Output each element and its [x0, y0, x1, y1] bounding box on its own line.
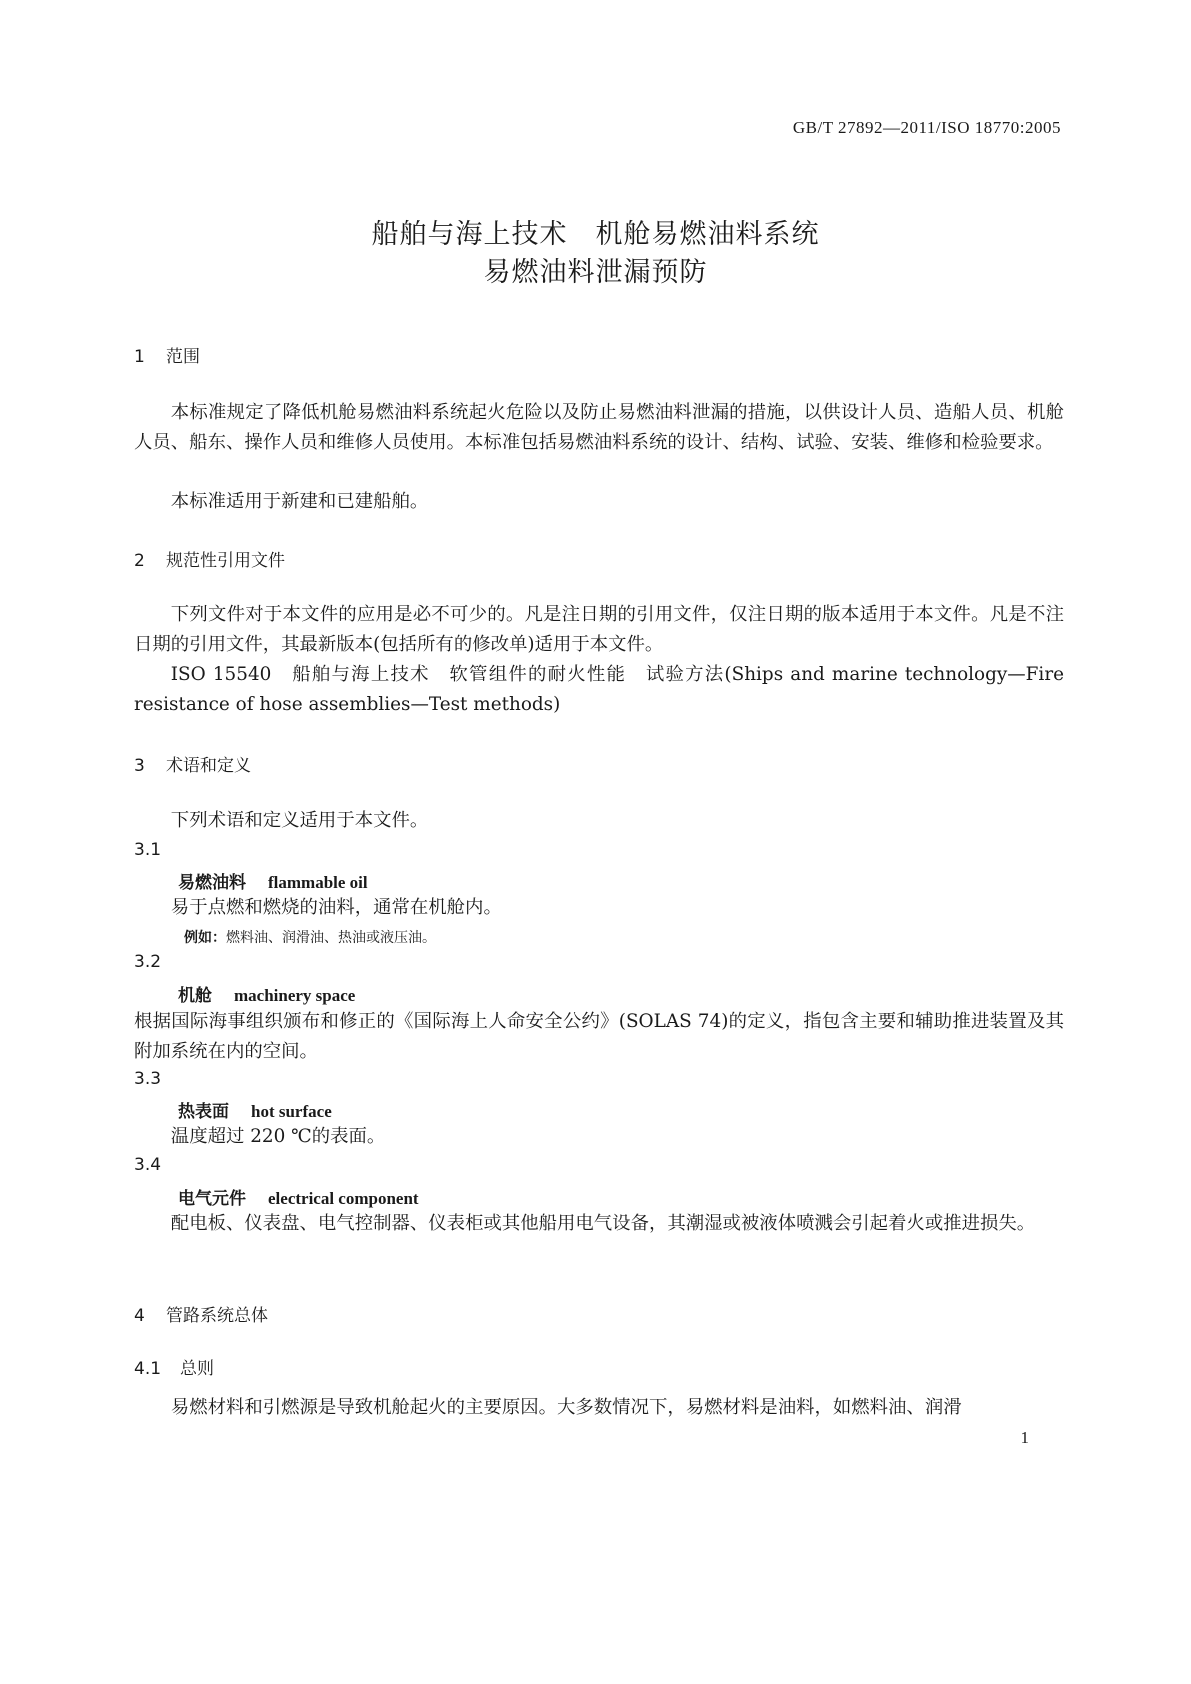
- page-number: 1: [1020, 1428, 1029, 1447]
- paragraph: 下列术语和定义适用于本文件。: [170, 810, 429, 831]
- subsection-title: 总则: [180, 1359, 214, 1379]
- term-definition: 易于点燃和燃烧的油料，通常在机舱内。: [170, 897, 502, 918]
- subsection-4-1-heading: [134, 1354, 214, 1379]
- term-zh: 电气元件: [178, 1189, 246, 1209]
- term-en: machinery space: [234, 986, 356, 1005]
- section-2-heading: [134, 546, 285, 571]
- paragraph: 易燃材料和引燃源是导致机舱起火的主要原因。大多数情况下，易燃材料是油料，如燃料油、润滑: [170, 1397, 962, 1418]
- document-code-header: GB/T 27892—2011/ISO 18770:2005: [792, 118, 1061, 137]
- term-number: 3.3: [134, 1069, 162, 1089]
- section-title: 范围: [166, 347, 200, 367]
- section-number: 3: [134, 756, 145, 776]
- term-definition: 配电板、仪表盘、电气控制器、仪表柜或其他船用电气设备，其潮湿或被液体喷溅会引起着火或推进损失。: [170, 1213, 1036, 1234]
- section-3-heading: [134, 751, 251, 776]
- section-number: 2: [134, 551, 145, 571]
- term-zh: 机舱: [178, 986, 212, 1006]
- section-number: 1: [134, 347, 145, 367]
- term-example: [184, 927, 436, 947]
- paragraph: 下列文件对于本文件的应用是必不可少的。凡是注日期的引用文件，仅注日期的版本适用于本文件。凡是不注日期的引用文件，其最新版本(包括所有的修改单)适用于本文件。: [134, 604, 1064, 655]
- term-definition: 温度超过 220 ℃的表面。: [170, 1126, 386, 1147]
- term-definition: 根据国际海事组织颁布和修正的《国际海上人命安全公约》(SOLAS 74)的定义，指包含主要和辅助推进装置及其附加系统在内的空间。: [134, 1011, 1064, 1062]
- section-title: 术语和定义: [166, 756, 251, 776]
- term-zh: 热表面: [178, 1102, 229, 1122]
- example-label: 例如：: [184, 930, 226, 946]
- document-title-line-1: 船舶与海上技术 机舱易燃油料系统: [371, 219, 820, 250]
- section-title: 管路系统总体: [166, 1306, 268, 1326]
- term-en: electrical component: [268, 1189, 419, 1208]
- term-heading: [178, 1184, 419, 1209]
- term-en: flammable oil: [268, 873, 368, 892]
- term-heading: [178, 868, 368, 893]
- term-en: hot surface: [251, 1102, 332, 1121]
- example-text: 燃料油、润滑油、热油或液压油。: [226, 930, 436, 946]
- term-number: 3.4: [134, 1155, 162, 1175]
- paragraph: 本标准适用于新建和已建船舶。: [170, 491, 429, 512]
- section-title: 规范性引用文件: [166, 551, 285, 571]
- section-1-heading: [134, 342, 200, 367]
- term-heading: [178, 981, 355, 1006]
- term-number: 3.1: [134, 840, 162, 860]
- normative-reference: ISO 15540 船舶与海上技术 软管组件的耐火性能 试验方法(Ships and marine technology—Fire resistance of hose assemblies—Test methods): [134, 664, 1064, 715]
- term-zh: 易燃油料: [178, 873, 246, 893]
- document-title-line-2: 易燃油料泄漏预防: [483, 257, 708, 288]
- subsection-number: 4.1: [134, 1359, 162, 1379]
- term-number: 3.2: [134, 952, 162, 972]
- paragraph: 本标准规定了降低机舱易燃油料系统起火危险以及防止易燃油料泄漏的措施，以供设计人员、造船人员、机舱人员、船东、操作人员和维修人员使用。本标准包括易燃油料系统的设计、结构、试验、安装、维修和检验要求。: [134, 402, 1064, 453]
- term-heading: [178, 1097, 332, 1122]
- section-4-heading: [134, 1301, 268, 1326]
- section-number: 4: [134, 1306, 145, 1326]
